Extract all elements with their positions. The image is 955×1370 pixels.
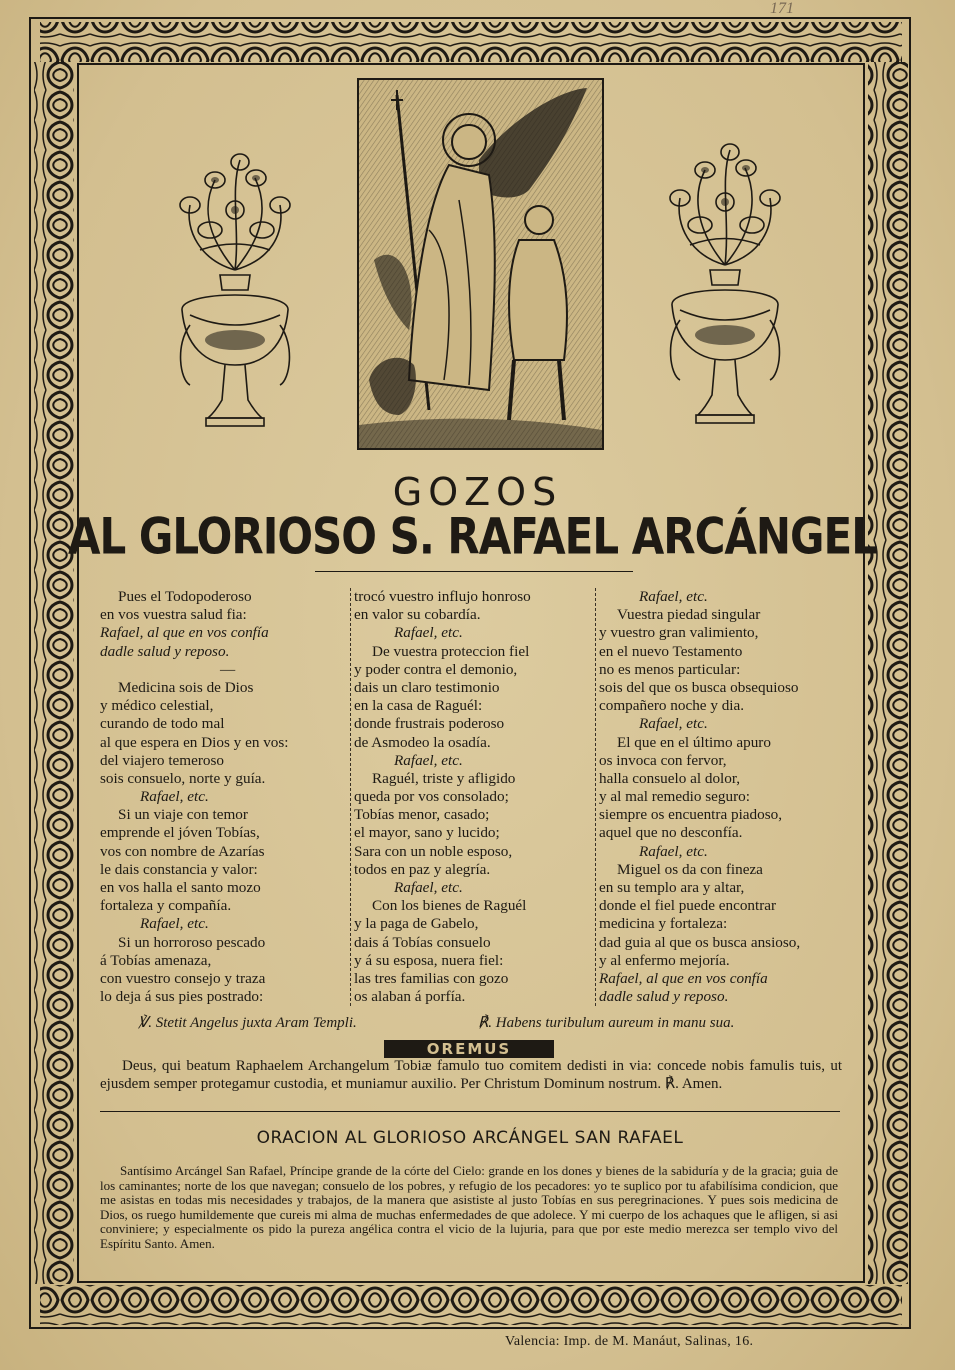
- verse-line: Vuestra piedad singular: [617, 606, 761, 624]
- verse-line: Si un horroroso pescado: [118, 933, 266, 951]
- saint-raphael-engraving: [357, 78, 604, 450]
- verse-line: os invoca con fervor,: [599, 751, 727, 769]
- verse-line: —: [220, 660, 236, 678]
- verse-column-1: [100, 588, 345, 1006]
- verse-line: Rafael, etc.: [639, 588, 708, 605]
- verse-line: dadle salud y reposo.: [599, 988, 729, 1006]
- verse-line: dais un claro testimonio: [354, 678, 500, 696]
- verse-line: Rafael, al que en vos confía: [599, 969, 768, 987]
- verse-line: compañero noche y dia.: [599, 697, 745, 715]
- verse-line: emprende el jóven Tobías,: [100, 824, 260, 842]
- verse-line: y la paga de Gabelo,: [354, 915, 479, 933]
- verse-line: fortaleza y compañía.: [100, 897, 232, 915]
- verse-line: no es menos particular:: [599, 660, 741, 678]
- verse-line: Sara con un noble esposo,: [354, 842, 513, 860]
- verse-line: queda por vos consolado;: [354, 788, 509, 806]
- verse-line: Rafael, etc.: [639, 715, 708, 733]
- verse-line: y vuestro gran valimiento,: [599, 624, 759, 642]
- verse-line: todos en paz y alegría.: [354, 860, 491, 878]
- verse-line: y poder contra el demonio,: [354, 660, 518, 678]
- verse-line: y á su esposa, nuera fiel:: [354, 951, 504, 969]
- oracion-body: [100, 1164, 838, 1252]
- verse-line: el mayor, sano y lucido;: [354, 824, 500, 842]
- archive-number: 171: [770, 0, 794, 17]
- verse-line: sois del que os busca obsequioso: [599, 678, 799, 696]
- verse-line: con vuestro consejo y traza: [100, 969, 266, 987]
- verse-line: donde frustrais poderoso: [354, 715, 505, 733]
- verse-line: De vuestra proteccion fiel: [372, 642, 530, 660]
- title-main: AL GLORIOSO S. RAFAEL ARCÁNGEL: [68, 507, 877, 566]
- verse-line: El que en el último apuro: [617, 733, 771, 751]
- verse-line: en vos vuestra salud fia:: [100, 606, 247, 624]
- verse-line: las tres familias con gozo: [354, 969, 509, 987]
- verse-line: halla consuelo al dolor,: [599, 769, 741, 787]
- verse-line: Rafael, etc.: [639, 842, 708, 860]
- verse-line: en la casa de Raguél:: [354, 697, 483, 715]
- verse-line: donde el fiel puede encontrar: [599, 897, 777, 915]
- verse-line: en su templo ara y altar,: [599, 879, 745, 896]
- verse-line: Rafael, etc.: [394, 624, 463, 642]
- verse-line: del viajero temeroso: [100, 751, 224, 769]
- verse-line: dad guia al que os busca ansioso,: [599, 933, 801, 951]
- verse-line: á Tobías amenaza,: [100, 951, 212, 969]
- verse-line: Con los bienes de Raguél: [372, 897, 527, 915]
- title-underline: [315, 571, 633, 572]
- printer-imprint: Valencia: Imp. de M. Manáut, Salinas, 16.: [505, 1334, 754, 1349]
- verse-line: Rafael, etc.: [394, 751, 463, 769]
- verse-line: en el nuevo Testamento: [599, 642, 743, 660]
- verse-line: Rafael, al que en vos confía: [100, 624, 269, 642]
- verse-line: vos con nombre de Azarías: [100, 842, 265, 860]
- verse-line: os alaban á porfía.: [354, 988, 466, 1006]
- oracion-heading: ORACION AL GLORIOSO ARCÁNGEL SAN RAFAEL: [256, 1128, 684, 1148]
- verse-column-3: [595, 588, 849, 1006]
- verse-line: Rafael, etc.: [140, 788, 209, 806]
- verse-line: aquel que no desconfía.: [599, 824, 743, 842]
- verse-line: Rafael, etc.: [394, 879, 463, 896]
- verse-line: lo deja á sus pies postrado:: [100, 988, 264, 1006]
- flower-vase-right-illustration: [660, 140, 790, 440]
- verse-line: Si un viaje con temor: [118, 806, 248, 824]
- verse-line: Miguel os da con fineza: [617, 860, 763, 878]
- verse-line: y médico celestial,: [100, 697, 214, 715]
- response: ℟. Habens turibulum aureum in manu sua.: [478, 1015, 735, 1031]
- verse-line: en vos halla el santo mozo: [100, 879, 261, 896]
- verse-line: Rafael, etc.: [140, 915, 209, 933]
- section-divider: [100, 1111, 840, 1112]
- verse-line: dadle salud y reposo.: [100, 642, 230, 660]
- verse-line: curando de todo mal: [100, 715, 225, 733]
- verse-line: sois consuelo, norte y guía.: [100, 769, 266, 787]
- latin-prayer: [100, 1058, 842, 1093]
- verse-line: Medicina sois de Dios: [118, 678, 254, 696]
- verse-line: en valor su cobardía.: [354, 606, 481, 624]
- versicle: ℣. Stetit Angelus juxta Aram Templi.: [138, 1015, 357, 1031]
- verse-line: trocó vuestro influjo honroso: [354, 588, 531, 605]
- verses-columns: [100, 588, 845, 1008]
- oremus-heading: OREMUS: [384, 1040, 554, 1058]
- latin-prayer-text: Deus, qui beatum Raphaelem Archangelum Tobiæ famulo tuo comitem dedisti in via: concede nobis famulis tuis, ut ejusdem semper protegamur custodia, et muniamur auxilio. Per Christum Dominum nostrum. ℟. Amen.: [100, 1058, 842, 1092]
- verse-column-2: [350, 588, 594, 1006]
- verse-line: y al mal remedio seguro:: [599, 788, 750, 806]
- verse-line: al que espera en Dios y en vos:: [100, 733, 289, 751]
- verse-line: le dais constancia y valor:: [100, 860, 258, 878]
- verse-line: Pues el Todopoderoso: [118, 588, 252, 605]
- title-gozos: GOZOS: [392, 470, 563, 514]
- flower-vase-left-illustration: [170, 150, 300, 440]
- verse-line: y al enfermo mejoría.: [599, 951, 730, 969]
- verse-line: Tobías menor, casado;: [354, 806, 490, 824]
- verse-line: medicina y fortaleza:: [599, 915, 728, 933]
- oracion-text: Santísimo Arcángel San Rafael, Príncipe grande de la córte del Cielo: grande en los dones y bienes de la sabiduría y de la gracia; guia de los caminantes; norte de los que navegan; consuelo de los pobres, y refugio de los pecadores: yo te suplico por tu afabilísima condicion, que me asistas en todas mis necesidades y trabajos, de la manera que asististe al justo Tobías en sus peregrinaciones. Y pues sois medicina de Dios, os ruego humildemente que cureis mi alma de muchas enfermedades de que adolece. Y mi cuerpo de los achaques que le afligen, si asi conviniere; y especialmente os pido la pureza angélica contra el vicio de la lujuria, para que por este medio merezca ser templo vivo del Espíritu Santo. Amen.: [100, 1163, 838, 1251]
- verse-line: dais á Tobías consuelo: [354, 933, 491, 951]
- verse-line: Raguél, triste y afligido: [372, 769, 516, 787]
- verse-line: de Asmodeo la osadía.: [354, 733, 491, 751]
- verse-line: siempre os encuentra piadoso,: [599, 806, 783, 824]
